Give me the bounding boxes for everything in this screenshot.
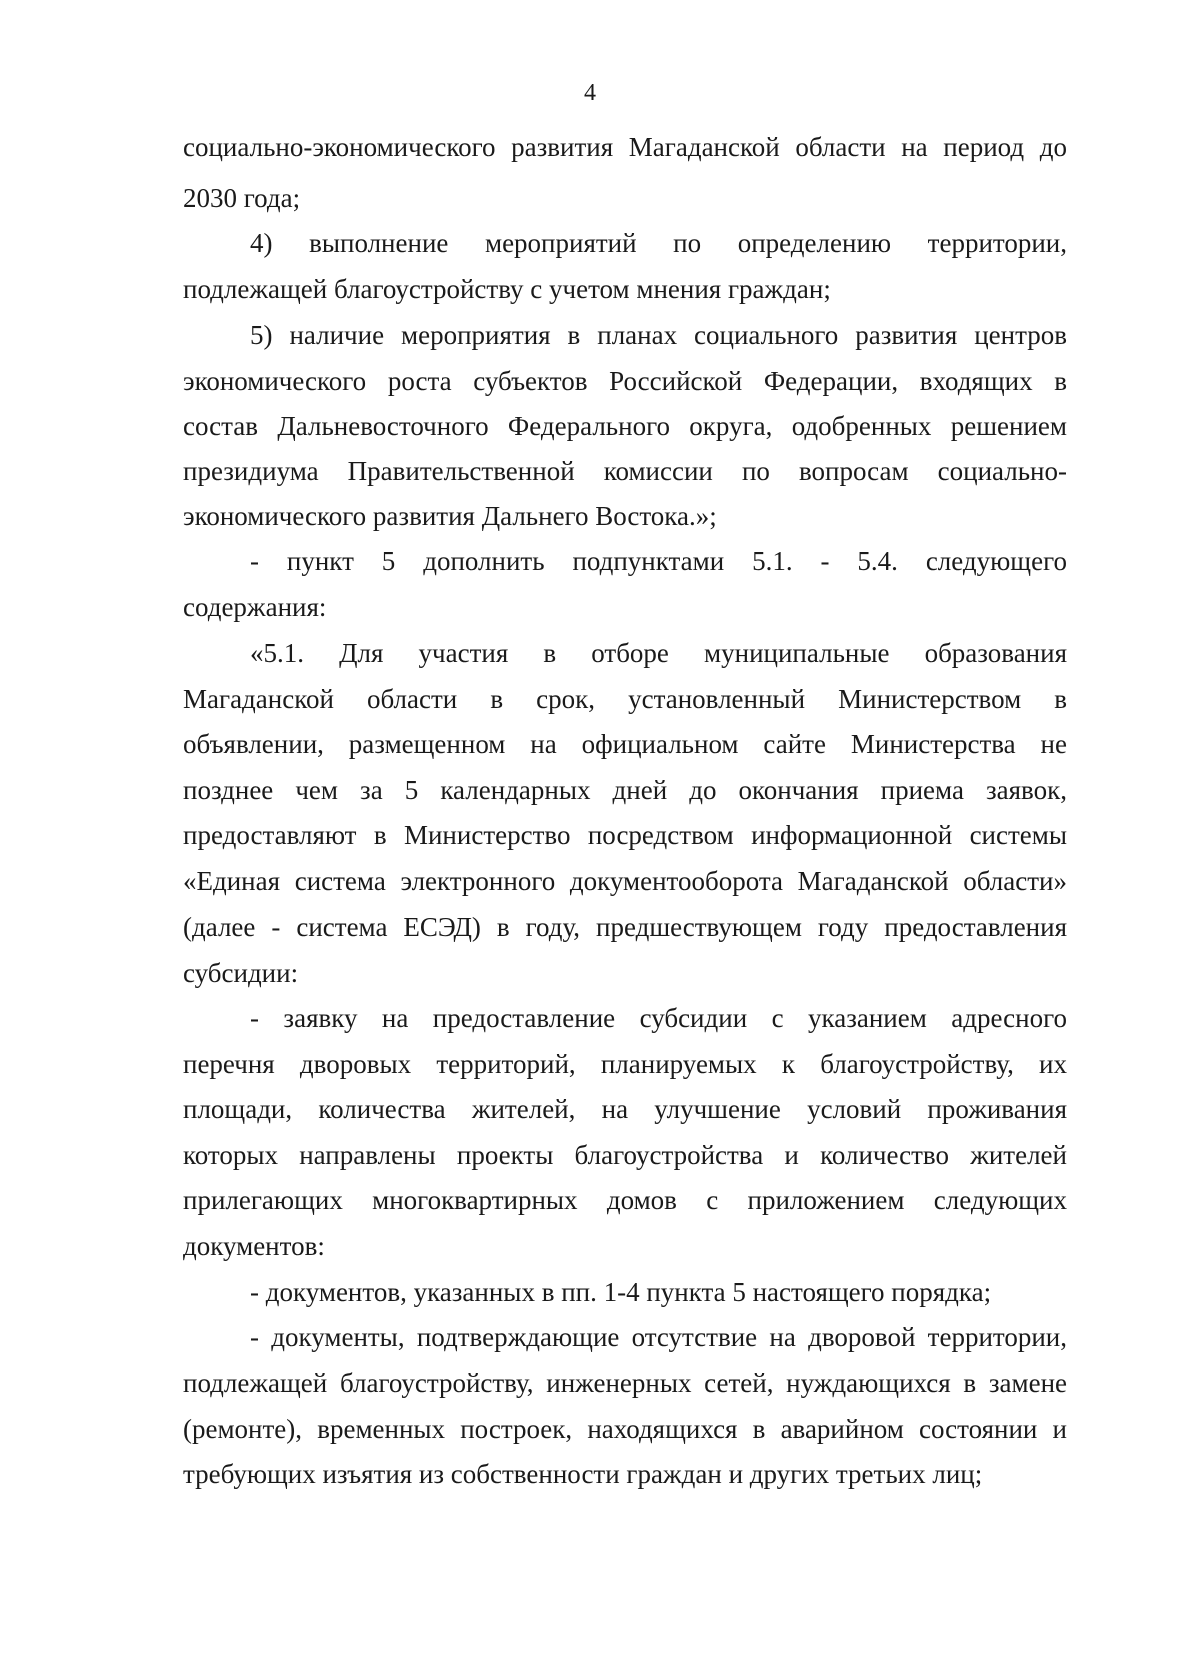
paragraph-first-line: - пункт 5 дополнить подпунктами 5.1. - 5.4. следующего	[250, 546, 1067, 576]
text-line: Магаданской области в срок, установленный Министерством в	[183, 684, 1067, 714]
paragraph-first-line: - документы, подтверждающие отсутствие на дворовой территории,	[250, 1322, 1067, 1352]
text-line: содержания:	[183, 592, 327, 622]
text-line: «Единая система электронного документооборота Магаданской области»	[183, 866, 1067, 896]
text-line: экономического роста субъектов Российской Федерации, входящих в	[183, 366, 1067, 396]
page-number: 4	[584, 80, 596, 106]
text-line: позднее чем за 5 календарных дней до окончания приема заявок,	[183, 775, 1067, 805]
text-line: которых направлены проекты благоустройства и количество жителей	[183, 1140, 1067, 1170]
text-line: подлежащей благоустройству с учетом мнения граждан;	[183, 274, 831, 304]
text-line: социально-экономического развития Магаданской области на период до	[183, 132, 1067, 162]
text-line: (далее - система ЕСЭД) в году, предшествующем году предоставления	[183, 912, 1067, 942]
text-line: документов:	[183, 1231, 325, 1261]
paragraph-first-line: - заявку на предоставление субсидии с указанием адресного	[250, 1003, 1067, 1033]
text-line: субсидии:	[183, 958, 299, 988]
paragraph-first-line: 4) выполнение мероприятий по определению территории,	[250, 228, 1067, 258]
text-line: прилегающих многоквартирных домов с приложением следующих	[183, 1185, 1067, 1215]
text-line: перечня дворовых территорий, планируемых к благоустройству, их	[183, 1049, 1067, 1079]
text-line: площади, количества жителей, на улучшение условий проживания	[183, 1094, 1067, 1124]
text-line: (ремонте), временных построек, находящихся в аварийном состоянии и	[183, 1414, 1067, 1444]
text-line: объявлении, размещенном на официальном сайте Министерства не	[183, 729, 1067, 759]
text-line: экономического развития Дальнего Востока.»;	[183, 501, 717, 531]
paragraph-first-line: 5) наличие мероприятия в планах социального развития центров	[250, 320, 1067, 350]
text-line: подлежащей благоустройству, инженерных сетей, нуждающихся в замене	[183, 1368, 1067, 1398]
paragraph-first-line: «5.1. Для участия в отборе муниципальные образования	[250, 638, 1067, 668]
paragraph-first-line: - документов, указанных в пп. 1-4 пункта 5 настоящего порядка;	[250, 1277, 992, 1307]
text-line: 2030 года;	[183, 183, 301, 213]
text-line: требующих изъятия из собственности граждан и других третьих лиц;	[183, 1459, 983, 1489]
text-line: президиума Правительственной комиссии по вопросам социально-	[183, 456, 1067, 486]
text-line: состав Дальневосточного Федерального округа, одобренных решением	[183, 411, 1067, 441]
text-line: предоставляют в Министерство посредством информационной системы	[183, 820, 1067, 850]
